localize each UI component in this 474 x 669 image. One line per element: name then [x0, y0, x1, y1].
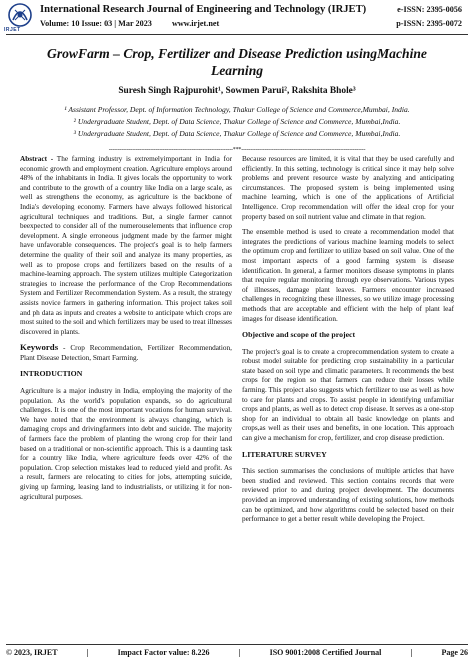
affiliation-1: ¹ Assistant Professor, Dept. of Information Technology, Thakur College of Science and Commerce,Mumbai, India. — [64, 105, 410, 114]
right-column — [242, 155, 454, 531]
footer-copyright: © 2023, IRJET — [6, 648, 58, 657]
section-separator: ---------------------------------------------------------------------***--------------------------------------------------------------------- — [108, 147, 366, 153]
e-issn: e-ISSN: 2395-0056 — [397, 5, 462, 14]
header-rule — [6, 34, 468, 35]
affiliations — [10, 104, 464, 140]
right-paragraph-2: The ensemble method is used to create a recommendation model that integrates the predictions of various machine learning models to select the optimum crop and fertilizer to utilize based on soil value. One of the most important aspects of a good farming system is disease identification. In general, a farmer monitors disease symptoms in plants that require regular monitoring through eye observations. Various types of illnesses, damage plant leaves. Farmers encounter increased challenges in recognizing these illnesses, so we utilize image processing methods that are acceptable and efficient with the help of plant leaf images for disease identification. — [242, 228, 454, 323]
literature-survey-body: This section summarises the conclusions of multiple articles that have been studied and reviewed. This section contains records that were reviewed prior to and during project development. The documents provided an improved understanding of existing solutions, how methods can be optimized, and how algorithms could be selected based on their performance to get a better result while developing the Project. — [242, 467, 454, 524]
affiliation-3: ³ Undergraduate Student, Dept. of Data Science, Thakur College of Science and Commerce, Mumbai,India. — [73, 129, 401, 138]
right-paragraph-1: Because resources are limited, it is vital that they be used carefully and efficiently. In this setting, technology is critical since it may help solve problems and prevent resource waste by analyzing and anticipating circumstances. The proposed system is being implemented using machine learning, which is one of the applications of Artificial Intelligence. Crop recommendation will offer the ideal crop for your property based on soil nutrient value and climate in that region. — [242, 155, 454, 221]
literature-survey-heading: LITERATURE SURVEY — [242, 449, 327, 459]
keywords — [20, 343, 232, 363]
journal-url[interactable]: www.irjet.net — [171, 19, 220, 28]
p-issn: p-ISSN: 2395-0072 — [396, 19, 462, 28]
paper-title — [20, 45, 454, 79]
abstract-heading: Abstract - — [20, 155, 54, 163]
journal-meta — [40, 19, 219, 28]
journal-header — [0, 0, 474, 37]
left-column — [20, 155, 232, 508]
authors: Suresh Singh Rajpurohit¹, Sowmen Parui², Rakshita Bhole³ — [118, 86, 356, 96]
volume-issue: Volume: 10 Issue: 03 | Mar 2023 — [40, 19, 152, 28]
journal-name: International Research Journal of Engineering and Technology (IRJET) — [40, 4, 367, 15]
objective-heading: Objective and scope of the project — [242, 330, 356, 340]
abstract-body: The farming industry is extremelyimportant in India for economic growth and employment creation. Agriculture employs around 48% of the inhabitants in India. It gives locals the opportunity to work and contribute to the growth of a country like India on a large scale, as well as strengthens the economy, as agriculture is the backbone of India's developing economy. Farmers have always followed historical agricultural techniques and traditions. But, a single farmer cannot beexpected to consider all of the numerouselements that influence crop development. A single erroneous judgment made by the farmer might have unfavorable consequences. The project's goal is to help farmers determine the quality of their soil and analyze its many properties, as well as to propose crops and fertilizers based on the results of a machine-learning approach. The system utilizes multiple Categorization strategies to increase the performance of the Crop Recommendations System and Fertilizer Recommendation System. As a result, the strategy assists novice farmers in gathering information. This project takes soil and ph data as inputs and creates a website to anticipate which crops are most suited to the soil and which fertilizers may be used to treat illnesses discovered in plants. — [20, 155, 232, 336]
title-line-2: Learning — [210, 63, 264, 78]
footer-rule — [6, 644, 468, 645]
introduction-body: Agriculture is a major industry in India, employing the majority of the population. As the world's population expands, so do agricultural challenges. It is one of the most important vocations for human survival. We have noted that the environment is always changing, which is damaging crops and drivingfarmers into debt and suicide. The majority of farmers face the problem of planting the wrong crop for their land based on a traditional or non-scientific approach. This is a daunting task for a country like India, where agriculture feeds over 42% of the population. Crop selection mistakes lead to reduced yield and profit. As a result, farmers are relocating to cities for jobs, attempting suicide, giving up farming, leasing land to industrialists, or utilizing it for non-agricultural purposes. — [20, 387, 232, 501]
keywords-body: - Crop Recommendation, Fertilizer Recommendation, Plant Disease Detection, Smart Farming. — [20, 344, 232, 362]
footer-sep-2: | — [238, 648, 241, 657]
footer-iso: ISO 9001:2008 Certified Journal — [269, 648, 382, 657]
keywords-heading: Keywords — [20, 342, 59, 353]
page-footer — [6, 648, 468, 657]
title-line-1: GrowFarm – Crop, Fertilizer and Disease Prediction usingMachine — [47, 46, 427, 61]
footer-page-number: Page 26 — [441, 648, 468, 657]
footer-sep-1: | — [86, 648, 89, 657]
affiliation-2: ² Undergraduate Student, Dept. of Data Science, Thakur College of Science and Commerce, Mumbai,India. — [73, 117, 401, 126]
objective-body: The project's goal is to create a croprecommendation system to create a robust model suitable for predicting crop sustainability in a particular state based on soil type and climatic parameters. It recommends the best crops for the region so that farmers can reduce their losses while farming. This project also suggests which fertilizer to use as well as how to care for plants and crops. To assist people in identifying unfamiliar crops and plants, as well as to detect crop disease. It serves as a one-stop shop for an individual to obtain all basic knowledge on plants and crops,as well as their uses and benefits, in one location. This approach can give a mechanism for crop, fertilizer, and crop disease prediction. — [242, 347, 454, 443]
introduction-heading: INTRODUCTION — [20, 369, 83, 379]
abstract — [20, 155, 232, 337]
footer-impact-factor: Impact Factor value: 8.226 — [117, 648, 210, 657]
footer-sep-3: | — [410, 648, 413, 657]
logo-text: IRJET — [4, 27, 21, 33]
